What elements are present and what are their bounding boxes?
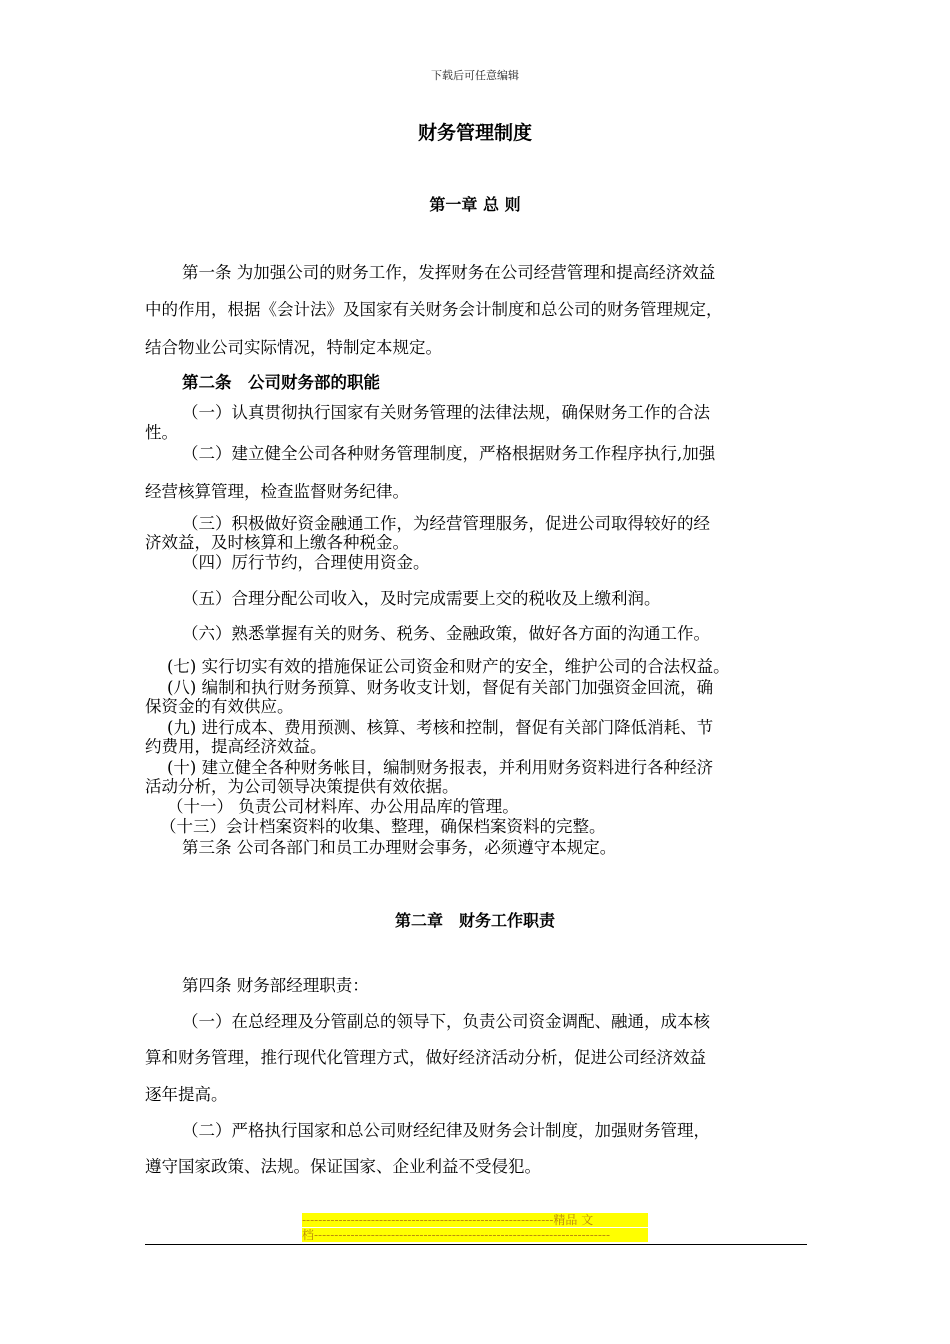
article-2-item-4: （四）厉行节约，合理使用资金。 [182,553,430,572]
article-2-item-9-line-2: 约费用，提高经济效益。 [145,737,327,756]
article-2-item-13: （十三）会计档案资料的收集、整理，确保档案资料的完整。 [160,817,606,836]
article-2-item-3-line-2: 济效益，及时核算和上缴各种税金。 [145,533,409,552]
article-3: 第三条 公司各部门和员工办理财会事务，必须遵守本规定。 [182,838,617,857]
article-2-item-1-line-1: （一）认真贯彻执行国家有关财务管理的法律法规，确保财务工作的合法 [182,403,710,422]
header-note: 下载后可任意编辑 [431,69,519,82]
chapter-2-heading: 第二章 财务工作职责 [394,911,555,930]
article-2-item-9-line-1: (九) 进行成本、费用预测、核算、考核和控制，督促有关部门降低消耗、节 [167,718,714,737]
article-4-item-1-line-1: （一）在总经理及分管副总的领导下，负责公司资金调配、融通，成本核 [182,1012,710,1031]
article-2-item-2-line-2: 经营核算管理，检查监督财务纪律。 [145,482,409,501]
article-1-line-2: 中的作用，根据《会计法》及国家有关财务会计制度和总公司的财务管理规定， [145,300,723,319]
article-2-item-5: （五）合理分配公司收入，及时完成需要上交的税收及上缴利润。 [182,589,661,608]
article-4-item-1-line-2: 算和财务管理，推行现代化管理方式，做好经济活动分析，促进公司经济效益 [145,1048,706,1067]
article-4-item-1-line-3: 逐年提高。 [145,1085,228,1104]
article-2-heading: 第二条 公司财务部的职能 [182,373,380,392]
article-1-line-3: 结合物业公司实际情况，特制定本规定。 [145,338,442,357]
document-title: 财务管理制度 [417,122,532,144]
article-1-line-1: 第一条 为加强公司的财务工作，发挥财务在公司经营管理和提高经济效益 [182,263,716,282]
article-4-heading: 第四条 财务部经理职责： [182,976,369,995]
article-2-item-8-line-2: 保资金的有效供应。 [145,697,294,716]
footer-divider [145,1244,807,1245]
article-4-item-2-line-1: （二）严格执行国家和总公司财经纪律及财务会计制度，加强财务管理， [182,1121,710,1140]
article-2-item-11: （十一） 负责公司材料库、办公用品库的管理。 [167,797,519,816]
chapter-1-heading: 第一章 总 则 [429,195,521,214]
article-4-item-2-line-2: 遵守国家政策、法规。保证国家、企业利益不受侵犯。 [145,1157,541,1176]
footer-watermark-line-1: --------------------------------------------------------------精品 文 [302,1213,648,1227]
article-2-item-1-line-2: 性。 [145,423,178,442]
article-2-item-2-line-1: （二）建立健全公司各种财务管理制度，严格根据财务工作程序执行,加强 [182,444,716,463]
article-2-item-8-line-1: (八) 编制和执行财务预算、财务收支计划，督促有关部门加强资金回流，确 [167,678,714,697]
footer-watermark-line-2: 档------------------------------------------------------------------------- [302,1228,648,1242]
article-2-item-3-line-1: （三）积极做好资金融通工作，为经营管理服务，促进公司取得较好的经 [182,514,710,533]
article-2-item-6: （六）熟悉掌握有关的财务、税务、金融政策，做好各方面的沟通工作。 [182,624,710,643]
article-2-item-10-line-2: 活动分析，为公司领导决策提供有效依据。 [145,777,459,796]
article-2-item-7: (七) 实行切实有效的措施保证公司资金和财产的安全，维护公司的合法权益。 [167,657,730,676]
article-2-item-10-line-1: (十) 建立健全各种财务帐目，编制财务报表，并利用财务资料进行各种经济 [167,758,714,777]
